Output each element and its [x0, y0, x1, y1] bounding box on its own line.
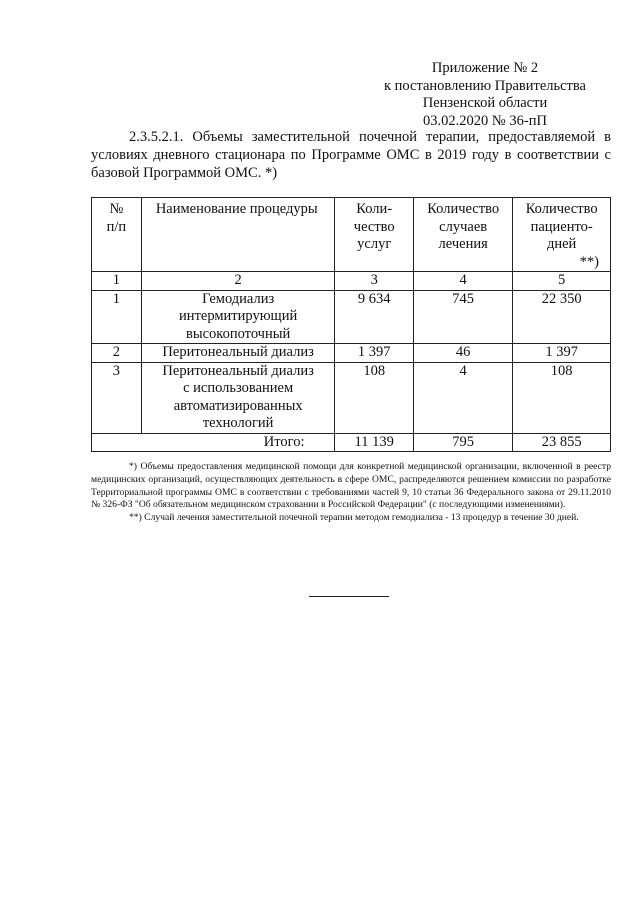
table-total-row	[92, 433, 611, 452]
row-number: 2	[92, 344, 142, 363]
header-cell-patient-days: Количество пациенто- дней **)	[513, 198, 611, 272]
column-number: 4	[413, 272, 512, 291]
table-header-row	[92, 198, 611, 272]
footnote-1: *) Объемы предоставления медицинской помощи для конкретной медицинской организации, включенной в реестр медицинских организаций, осуществляющих деятельность в сфере ОМС, распределяются решением комиссии по разработке Территориальной программы ОМС в соответствии с требованиями частей 9, 10 статьи 36 Федерального закона от 29.11.2010 № 326-ФЗ "Об обязательном медицинском страховании в Российской Федерации" (с последующими изменениями).	[91, 461, 611, 511]
total-cases: 795	[413, 433, 512, 452]
header-cell-number: № п/п	[92, 198, 142, 272]
total-label: Итого:	[92, 433, 335, 452]
row-number: 3	[92, 362, 142, 433]
column-number-row	[92, 272, 611, 291]
appendix-header	[360, 60, 610, 130]
column-number: 1	[92, 272, 142, 291]
header-cell-procedure: Наименование процедуры	[141, 198, 335, 272]
table-row	[92, 344, 611, 363]
patient-days-value: 108	[513, 362, 611, 433]
patient-days-value: 1 397	[513, 344, 611, 363]
procedure-name: Гемодиализ интермитирующий высокопоточный	[141, 290, 335, 344]
appendix-region: Пензенской области	[422, 95, 548, 111]
patient-days-value: 22 350	[513, 290, 611, 344]
column-number: 5	[513, 272, 611, 291]
procedure-name: Перитонеальный диализ с использованием автоматизированных технологий	[141, 362, 335, 433]
cases-value: 46	[413, 344, 512, 363]
services-value: 9 634	[335, 290, 414, 344]
dialysis-volumes-table	[91, 197, 611, 452]
appendix-resolution: к постановлению Правительства	[384, 77, 586, 94]
header-cell-services: Коли- чество услуг	[335, 198, 414, 272]
table-row	[92, 290, 611, 344]
cases-value: 745	[413, 290, 512, 344]
appendix-date-number: 03.02.2020 № 36-пП	[423, 112, 547, 129]
appendix-title: Приложение № 2	[431, 60, 539, 76]
column-number: 3	[335, 272, 414, 291]
total-patient-days: 23 855	[513, 433, 611, 452]
services-value: 1 397	[335, 344, 414, 363]
table-row	[92, 362, 611, 433]
footnotes	[91, 461, 611, 525]
cases-value: 4	[413, 362, 512, 433]
procedure-name: Перитонеальный диализ	[141, 344, 335, 363]
services-value: 108	[335, 362, 414, 433]
total-services: 11 139	[335, 433, 414, 452]
row-number: 1	[92, 290, 142, 344]
end-of-document-line	[309, 596, 389, 597]
header-cell-cases: Количество случаев лечения	[413, 198, 512, 272]
section-intro-paragraph: 2.3.5.2.1. Объемы заместительной почечной терапии, предоставляемой в условиях дневного стационара по Программе ОМС в 2019 году в соответствии с базовой Программой ОМС. *)	[91, 129, 611, 181]
column-number: 2	[141, 272, 335, 291]
footnote-2: **) Случай лечения заместительной почечной терапии методом гемодиализа - 13 процедур в течение 30 дней.	[129, 512, 579, 524]
